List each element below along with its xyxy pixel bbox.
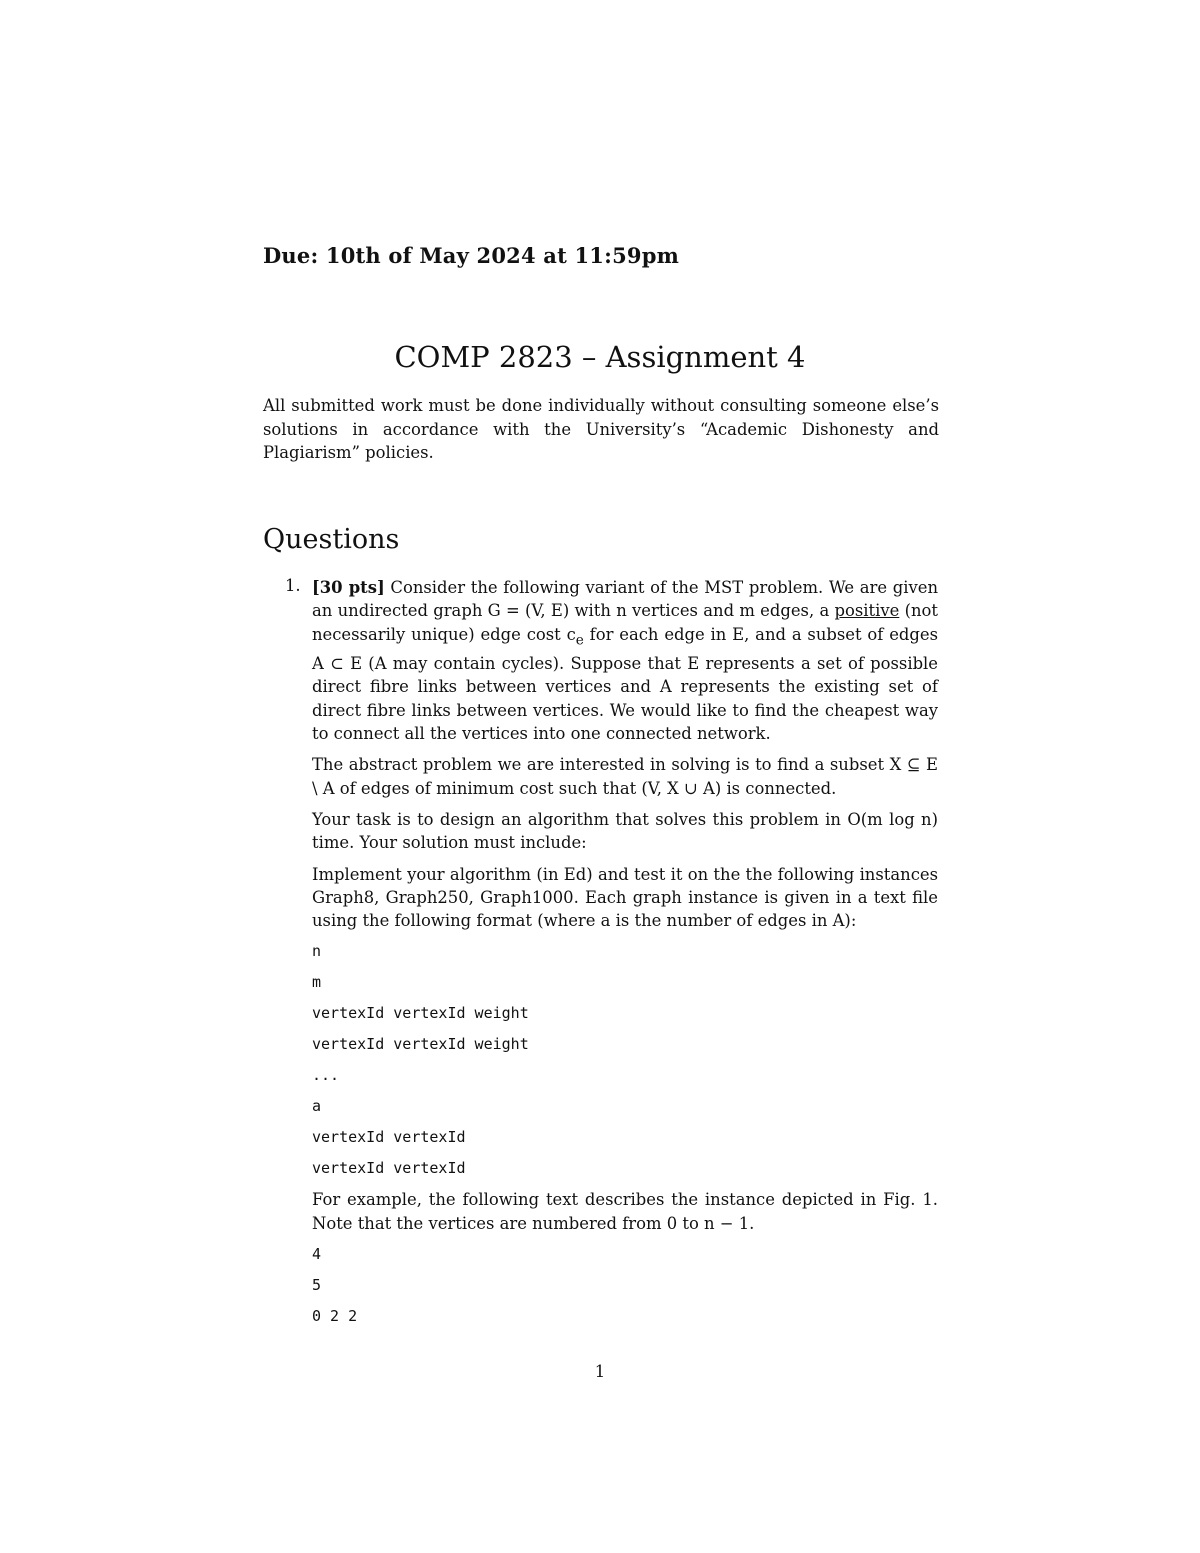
underlined-word: positive	[834, 601, 900, 621]
subscript: e	[575, 631, 584, 648]
question-body	[312, 576, 938, 1336]
question-number: 1.	[285, 576, 301, 595]
example-line: 4	[312, 1245, 322, 1264]
format-line: m	[312, 973, 322, 992]
question-text: (not necessarily unique) edge cost c	[312, 601, 938, 644]
question-paragraph-1	[312, 576, 938, 745]
format-line: vertexId vertexId	[312, 1159, 466, 1178]
question-points: [30 pts]	[312, 578, 385, 597]
format-line: vertexId vertexId weight	[312, 1035, 529, 1054]
question-paragraph-5: For example, the following text describes the instance depicted in Fig. 1. Note that the vertices are numbered from 0 to n − 1.	[312, 1190, 938, 1233]
example-block	[312, 1243, 938, 1336]
section-heading: Questions	[263, 524, 400, 555]
format-line: vertexId vertexId weight	[312, 1004, 529, 1023]
format-line: vertexId vertexId	[312, 1128, 466, 1147]
question-text: for each edge in E, and a subset of edges A ⊂ E (A may contain cycles). Suppose that E represents a set of possible direct fibre links between vertices and A represents the existing set of direct fibre links between vertices. We would like to find the cheapest way to connect all the vertices into one connected network.	[312, 624, 938, 744]
academic-honesty-notice: All submitted work must be done individually without consulting someone else’s solutions in accordance with the University’s “Academic Dishonesty and Plagiarism” policies.	[263, 396, 939, 462]
example-line: 0 2 2	[312, 1307, 358, 1326]
question-paragraph-3: Your task is to design an algorithm that solves this problem in O(m log n) time. Your solution must include:	[312, 809, 938, 853]
question-text: Consider the following variant of the MST problem. We are given an undirected graph G = (V, E) with n vertices and m edges, a	[312, 578, 939, 621]
example-line: 5	[312, 1276, 322, 1295]
format-block	[312, 940, 938, 1188]
question-paragraph-4: Implement your algorithm (in Ed) and test it on the the following instances Graph8, Graph250, Graph1000. Each graph instance is given in a text file using the following format (where a is the number of edges in A):	[312, 864, 938, 931]
page-title: COMP 2823 – Assignment 4	[394, 340, 806, 374]
due-date: Due: 10th of May 2024 at 11:59pm	[263, 243, 680, 268]
question-paragraph-2: The abstract problem we are interested in solving is to find a subset X ⊆ E \ A of edges of minimum cost such that (V, X ∪ A) is connected.	[312, 755, 938, 798]
page-number: 1	[594, 1362, 606, 1381]
format-line: ...	[312, 1066, 340, 1085]
format-line: n	[312, 942, 322, 961]
format-line: a	[312, 1097, 322, 1116]
